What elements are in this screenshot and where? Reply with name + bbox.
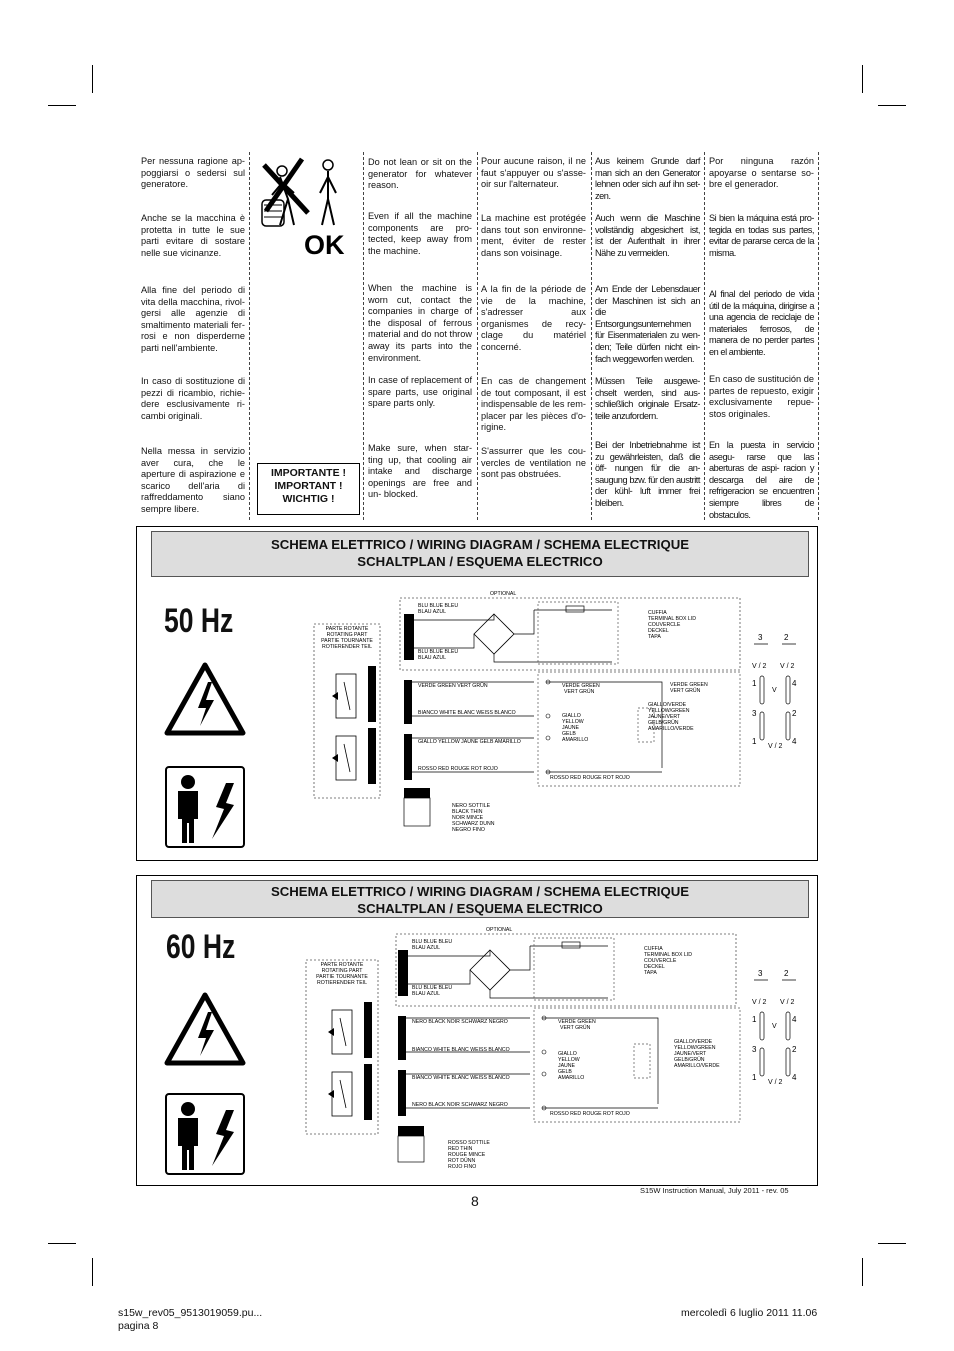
text-de-1: Aus keinem Grunde darf man sich an den Generator lehnen oder sich auf ihn set- zen.	[595, 156, 700, 201]
blu-bottom: BLU BLUE BLEU	[418, 649, 459, 655]
verde-mid: VERDE GREEN	[558, 1019, 596, 1025]
text-it-3: Alla fine del periodo di vita della macchina, rivol- gersi alle agenzie di smaltimento materiali fer- rosi e non disperderne parti nell'ambiente.	[141, 285, 245, 353]
terminal-2: 2	[784, 633, 789, 642]
gialloverde: JAUNE/VERT	[648, 714, 681, 720]
column-divider	[704, 152, 705, 520]
terminal-schematic	[752, 969, 797, 1086]
rosso-bottom: ROSSO RED ROUGE ROT ROJO	[550, 1111, 630, 1117]
text-fr-4: En cas de changement de tout composant, il est indispensable de les rem- placer par les pièces d'o- rigine.	[481, 376, 586, 433]
gialloverde: GIALLO/VERDE	[648, 702, 687, 708]
terminal-4: 4	[792, 1015, 797, 1024]
rosso-sottile-label: ROSSO SOTTILE	[448, 1140, 490, 1146]
giallo-mid: GIALLO	[558, 1051, 577, 1057]
cuffia: COUVERCLE	[648, 622, 681, 628]
nero-label: SCHWARZ DUNN	[452, 821, 495, 827]
wiring-title-line1: SCHEMA ELETTRICO / WIRING DIAGRAM / SCHEMA ELECTRIQUE	[270, 537, 690, 552]
no-lean-pictogram	[256, 155, 360, 260]
gialloverde: YELLOW/GREEN	[674, 1045, 716, 1051]
blu-top: BLAU AZUL	[418, 609, 446, 615]
crop-mark	[92, 1258, 93, 1286]
rotating-label: ROTIERENDER TEIL	[321, 644, 373, 650]
verde-mid: VERT GRÜN	[564, 689, 595, 695]
rotating-label: PARTIE TOURNANTE	[321, 638, 373, 644]
text-en-2: Even if all the machine components are pro- tected, keep away from the machine.	[368, 211, 472, 256]
rosso-sottile-label: ROUGE MINCE	[448, 1152, 486, 1158]
verde-mid: VERT GRÜN	[560, 1025, 591, 1031]
terminal-1: 1	[752, 679, 757, 688]
file-name: s15w_rev05_9513019059.pu...	[118, 1307, 263, 1319]
text-de-5: Bei der Inbetriebnahme ist zu gewährleisten, daß die öff- nungen für die an-saugung bzw. für den austritt der kühl- luft immer frei bleiben.	[595, 440, 700, 508]
rotating-label: PARTE ROTANTE	[320, 962, 364, 968]
terminal-v2: V / 2	[768, 1079, 783, 1086]
wire4: ROSSO RED ROUGE ROT ROJO	[418, 766, 498, 772]
terminal-1: 1	[752, 1073, 757, 1082]
gialloverde: GELB/GRÜN	[674, 1057, 705, 1063]
giallo-mid: AMARILLO	[558, 1075, 585, 1081]
cuffia: CUFFIA	[648, 610, 667, 616]
terminal-schematic	[752, 633, 797, 750]
terminal-v2: V / 2	[752, 663, 767, 670]
wiring-diagram-50hz	[312, 586, 812, 842]
rosso-sottile-label: ROJO FINO	[448, 1164, 477, 1170]
giallo-mid: JAUNE	[558, 1063, 576, 1069]
verde-mid: VERDE GREEN	[562, 683, 600, 689]
blu-top: BLAU AZUL	[412, 945, 440, 951]
rotating-label: ROTATING PART	[326, 632, 368, 638]
crop-mark	[48, 105, 76, 106]
wiring-diagram-60hz	[304, 922, 810, 1178]
wire2: BIANCO WHITE BLANC WEISS BLANCO	[412, 1047, 510, 1053]
crop-mark	[878, 1243, 906, 1244]
frequency-label-50: 50 Hz	[164, 602, 234, 640]
cuffia: TAPA	[648, 634, 661, 640]
blu-bottom: BLAU AZUL	[412, 991, 440, 997]
gialloverde: YELLOW/GREEN	[648, 708, 690, 714]
wiring-title-line1: SCHEMA ELETTRICO / WIRING DIAGRAM / SCHEMA ELECTRIQUE	[270, 884, 690, 899]
giallo-mid: GELB	[558, 1069, 572, 1075]
cuffia: DECKEL	[648, 628, 669, 634]
text-es-1: Por ninguna razón apoyarse o sentarse so- bre el generador.	[709, 156, 814, 190]
terminal-4: 4	[792, 679, 797, 688]
cuffia: CUFFIA	[644, 946, 663, 952]
nero-label: NOIR MINCE	[452, 815, 484, 821]
blu-top: BLU BLUE BLEU	[418, 603, 459, 609]
text-it-5: Nella messa in servizio aver cura, che le aperture di aspirazione e scarico dell'aria di raffreddamento siano sempre libere.	[141, 446, 245, 514]
giallo-mid: YELLOW	[558, 1057, 580, 1063]
rotating-label: ROTIERENDER TEIL	[316, 980, 368, 986]
wire2: BIANCO WHITE BLANC WEISS BLANCO	[418, 710, 516, 716]
optional-label: OPTIONAL	[486, 927, 513, 933]
gialloverde: AMARILLO/VERDE	[648, 726, 694, 732]
wiring-header	[151, 531, 809, 577]
rotating-label: PARTIE TOURNANTE	[316, 974, 368, 980]
giallo-mid: GIALLO	[562, 713, 581, 719]
electrocution-hazard-icon	[164, 765, 246, 849]
wire3: BIANCO WHITE BLANC WEISS BLANCO	[412, 1075, 510, 1081]
text-en-5: Make sure, when star- ting up, that cooling air intake and discharge openings are free and un- blocked.	[368, 443, 472, 500]
print-date: mercoledì 6 luglio 2011 11.06	[681, 1307, 818, 1319]
blu-bottom: BLAU AZUL	[418, 655, 446, 661]
gialloverde: AMARILLO/VERDE	[674, 1063, 720, 1069]
giallo-mid: JAUNE	[562, 725, 580, 731]
verde-right: VERT GRÜN	[670, 688, 701, 694]
terminal-1: 1	[752, 737, 757, 746]
terminal-3: 3	[758, 969, 763, 978]
terminal-2: 2	[784, 969, 789, 978]
gialloverde: JAUNE/VERT	[674, 1051, 707, 1057]
wire3: GIALLO YELLOW JAUNE GELB AMARILLO	[418, 739, 521, 745]
text-en-3: When the machine is worn cut, contact the companies in charge of the disposal of ferrous material and do not throw away its parts into the environment.	[368, 283, 472, 363]
terminal-3: 3	[752, 709, 757, 718]
terminal-3: 3	[752, 1045, 757, 1054]
nero-label: BLACK THIN	[452, 809, 483, 815]
gialloverde: GELB/GRÜN	[648, 720, 679, 726]
terminal-1: 1	[752, 1015, 757, 1024]
cuffia: TAPA	[644, 970, 657, 976]
pagina-label: pagina 8	[118, 1320, 159, 1332]
crop-mark	[92, 65, 93, 93]
wiring-title-line2: SCHALTPLAN / ESQUEMA ELECTRICO	[357, 554, 603, 569]
crop-mark	[48, 1243, 76, 1244]
text-fr-2: La machine est protégée dans tout son environne- ment, éviter de rester dans son voisinage.	[481, 213, 586, 258]
electrocution-hazard-icon	[164, 1092, 246, 1176]
frequency-label-60: 60 Hz	[166, 928, 236, 966]
terminal-v2: V / 2	[780, 999, 795, 1006]
wire1: NERO BLACK NOIR SCHWARZ NEGRO	[412, 1019, 508, 1025]
giallo-mid: AMARILLO	[562, 737, 589, 743]
text-it-2: Anche se la macchina è protetta in tutte le sue parti evitare di sostare nelle sue vicinanze.	[141, 213, 245, 258]
rotating-label: ROTATING PART	[321, 968, 363, 974]
text-en-1: Do not lean or sit on the generator for whatever reason.	[368, 157, 472, 191]
terminal-4: 4	[792, 1073, 797, 1082]
important-it: IMPORTANTE !	[270, 467, 347, 479]
optional-label: OPTIONAL	[490, 591, 517, 597]
terminal-3: 3	[758, 633, 763, 642]
text-it-4: In caso di sostituzione di pezzi di ricambio, richie- dere esclusivamente ri- cambi originali.	[141, 376, 245, 421]
verde-right: VERDE GREEN	[670, 682, 708, 688]
wiring-header	[151, 880, 809, 918]
wire1: VERDE GREEN VERT GRÜN	[418, 683, 488, 689]
wire4: NERO BLACK NOIR SCHWARZ NEGRO	[412, 1102, 508, 1108]
cuffia: TERMINAL BOX LID	[648, 616, 696, 622]
cuffia: TERMINAL BOX LID	[644, 952, 692, 958]
rosso-sottile-label: RED THIN	[448, 1146, 473, 1152]
column-divider	[818, 152, 819, 520]
cuffia: COUVERCLE	[644, 958, 677, 964]
nero-label: NEGRO FINO	[452, 827, 485, 833]
terminal-v2: V / 2	[768, 743, 783, 750]
gialloverde: GIALLO/VERDE	[674, 1039, 713, 1045]
column-divider	[363, 152, 364, 520]
important-de: WICHTIG !	[282, 493, 335, 505]
text-fr-3: A la fin de la période de vie de la machine, s'adresser aux organismes de recy- clage du matériel concerné.	[481, 284, 586, 352]
terminal-v2: V / 2	[752, 999, 767, 1006]
text-es-3: Al final del periodo de vida útil de la máquina, dirigirse a una agencia de reciclaje de materiales ferrosos, de manera de no perder partes en el ambiente.	[709, 289, 814, 357]
giallo-mid: GELB	[562, 731, 576, 737]
giallo-mid: YELLOW	[562, 719, 584, 725]
ok-label: OK	[304, 230, 345, 260]
terminal-4: 4	[792, 737, 797, 746]
terminal-2: 2	[792, 1045, 797, 1054]
text-fr-1: Pour aucune raison, il ne faut s'appuyer ou s'asse- oir sur l'alternateur.	[481, 156, 586, 190]
terminal-2: 2	[792, 709, 797, 718]
text-it-1: Per nessuna ragione ap- poggiarsi o sedersi sul generatore.	[141, 156, 245, 190]
crop-mark	[878, 105, 906, 106]
high-voltage-warning-icon	[164, 992, 246, 1066]
text-de-3: Am Ende der Lebensdauer der Maschinen ist sich an die Entsorgungsunternehmen für Eisenmaterialen zu wen- den; Teile dürfen nicht ein- fach weggeworfen werden.	[595, 284, 700, 364]
terminal-v2: V / 2	[780, 663, 795, 670]
rotating-label: PARTE ROTANTE	[325, 626, 369, 632]
cuffia: DECKEL	[644, 964, 665, 970]
nero-label: NERO SOTTILE	[452, 803, 491, 809]
important-box	[257, 463, 360, 515]
text-de-4: Müssen Teile ausgewe- chselt werden, sind aus- schließlich originale Ersatz- teile anzufordern.	[595, 376, 700, 421]
text-es-2: Si bien la máquina está pro- tegida en todas sus partes, evitar de pararse cerca de la misma.	[709, 213, 814, 258]
page-number: 8	[471, 1193, 479, 1209]
text-es-4: En caso de sustitución de partes de repuesto, exigir exclusivamente repue- stos originales.	[709, 374, 814, 419]
rosso-bottom: ROSSO RED ROUGE ROT ROJO	[550, 775, 630, 781]
manual-revision: S15W Instruction Manual, July 2011 - rev. 05	[640, 1186, 789, 1195]
column-divider	[591, 152, 592, 520]
text-fr-5: S'assurrer que les cou- vercles de ventilation ne sont pas obstruées.	[481, 446, 586, 480]
column-divider	[249, 152, 250, 520]
column-divider	[477, 152, 478, 520]
text-es-5: En la puesta in servicio asegu- rarse que las aberturas de aspi- racion y descarga del aire de refrigeracion se encuentren siempre libres de obstaculos.	[709, 440, 814, 520]
text-de-2: Auch wenn die Maschine vollständig abgesichert ist, ist der Aufenthalt in ihrer Nähe zu vermeiden.	[595, 213, 700, 258]
terminal-v: V	[772, 1023, 777, 1030]
high-voltage-warning-icon	[164, 662, 246, 736]
terminal-v: V	[772, 687, 777, 694]
wiring-title-line2: SCHALTPLAN / ESQUEMA ELECTRICO	[357, 901, 603, 916]
blu-top: BLU BLUE BLEU	[412, 939, 453, 945]
text-en-4: In case of replacement of spare parts, use original spare parts only.	[368, 375, 472, 409]
blu-bottom: BLU BLUE BLEU	[412, 985, 453, 991]
crop-mark	[862, 65, 863, 93]
rosso-sottile-label: ROT DÜNN	[448, 1158, 476, 1164]
important-fr: IMPORTANT !	[274, 480, 343, 492]
crop-mark	[862, 1258, 863, 1286]
